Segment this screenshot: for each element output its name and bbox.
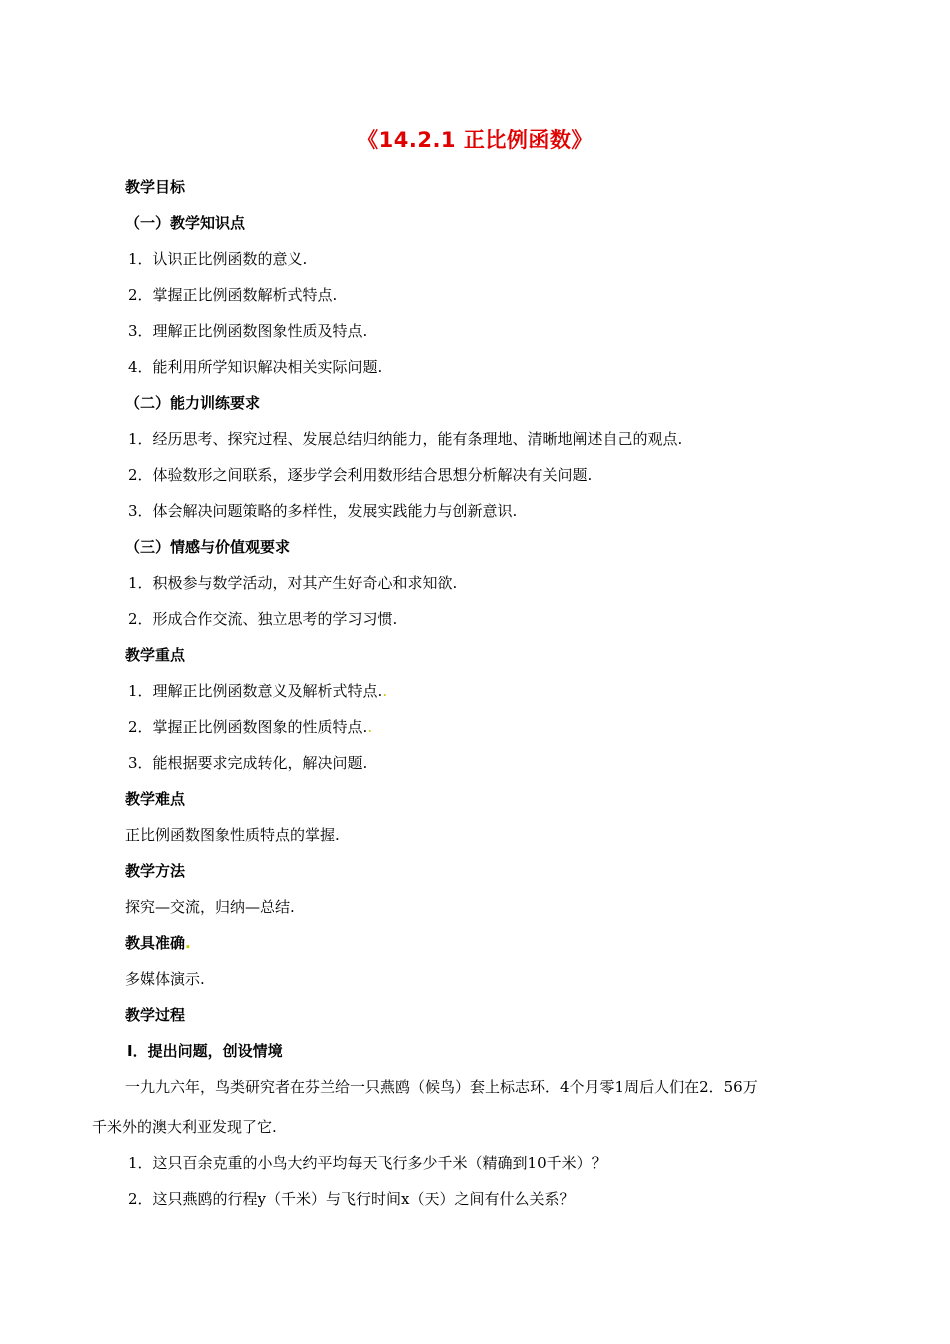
intro-paragraph-line-1: 一九九六年，鸟类研究者在芬兰给一只燕鸥（候鸟）套上标志环．4个月零1周后人们在2．56万 [125,1078,758,1096]
knowledge-item-3: 3．理解正比例函数图象性质及特点. [128,322,368,340]
question-2: 2．这只燕鸥的行程y（千米）与飞行时间x（天）之间有什么关系？ [128,1190,575,1208]
question-1: 1．这只百余克重的小鸟大约平均每天飞行多少千米（精确到10千米）？ [128,1154,607,1172]
ability-item-3: 3．体会解决问题策略的多样性，发展实践能力与创新意识. [128,502,518,520]
heading-teaching-difficulty: 教学难点 [125,790,186,808]
stray-dot-mark: . [382,682,388,700]
subheading-ability-requirements: （二）能力训练要求 [125,394,261,412]
ability-item-2: 2．体验数形之间联系，逐步学会利用数形结合思想分析解决有关问题. [128,466,593,484]
method-text: 探究—交流，归纳—总结. [125,898,295,916]
ability-item-1: 1．经历思考、探究过程、发展总结归纳能力，能有条理地、清晰地阐述自己的观点. [128,430,683,448]
focus-item-2: 2．掌握正比例函数图象的性质特点.. [128,718,373,736]
difficulty-text: 正比例函数图象性质特点的掌握. [125,826,340,844]
knowledge-item-2: 2．掌握正比例函数解析式特点. [128,286,338,304]
heading-teaching-method: 教学方法 [125,862,186,880]
heading-teaching-aids: 教具准确. [125,934,191,952]
focus-item-3: 3．能根据要求完成转化，解决问题. [128,754,368,772]
knowledge-item-1: 1．认识正比例函数的意义. [128,250,308,268]
focus-item-1: 1．理解正比例函数意义及解析式特点.. [128,682,388,700]
knowledge-item-4: 4．能利用所学知识解决相关实际问题. [128,358,383,376]
document-title: 《14.2.1 正比例函数》 [357,128,593,152]
stray-dot-mark: . [367,718,373,736]
subheading-knowledge-points: （一）教学知识点 [125,214,246,232]
subheading-pose-problem: Ⅰ．提出问题，创设情境 [127,1042,283,1060]
values-item-2: 2．形成合作交流、独立思考的学习习惯. [128,610,398,628]
heading-teaching-objectives: 教学目标 [125,178,186,196]
intro-paragraph-line-2: 千米外的澳大利亚发现了它. [92,1118,277,1136]
heading-teaching-process: 教学过程 [125,1006,186,1024]
aids-text: 多媒体演示. [125,970,205,988]
heading-teaching-focus: 教学重点 [125,646,186,664]
stray-dot-mark: . [185,934,191,952]
subheading-values-requirements: （三）情感与价值观要求 [125,538,291,556]
values-item-1: 1．积极参与数学活动，对其产生好奇心和求知欲. [128,574,458,592]
